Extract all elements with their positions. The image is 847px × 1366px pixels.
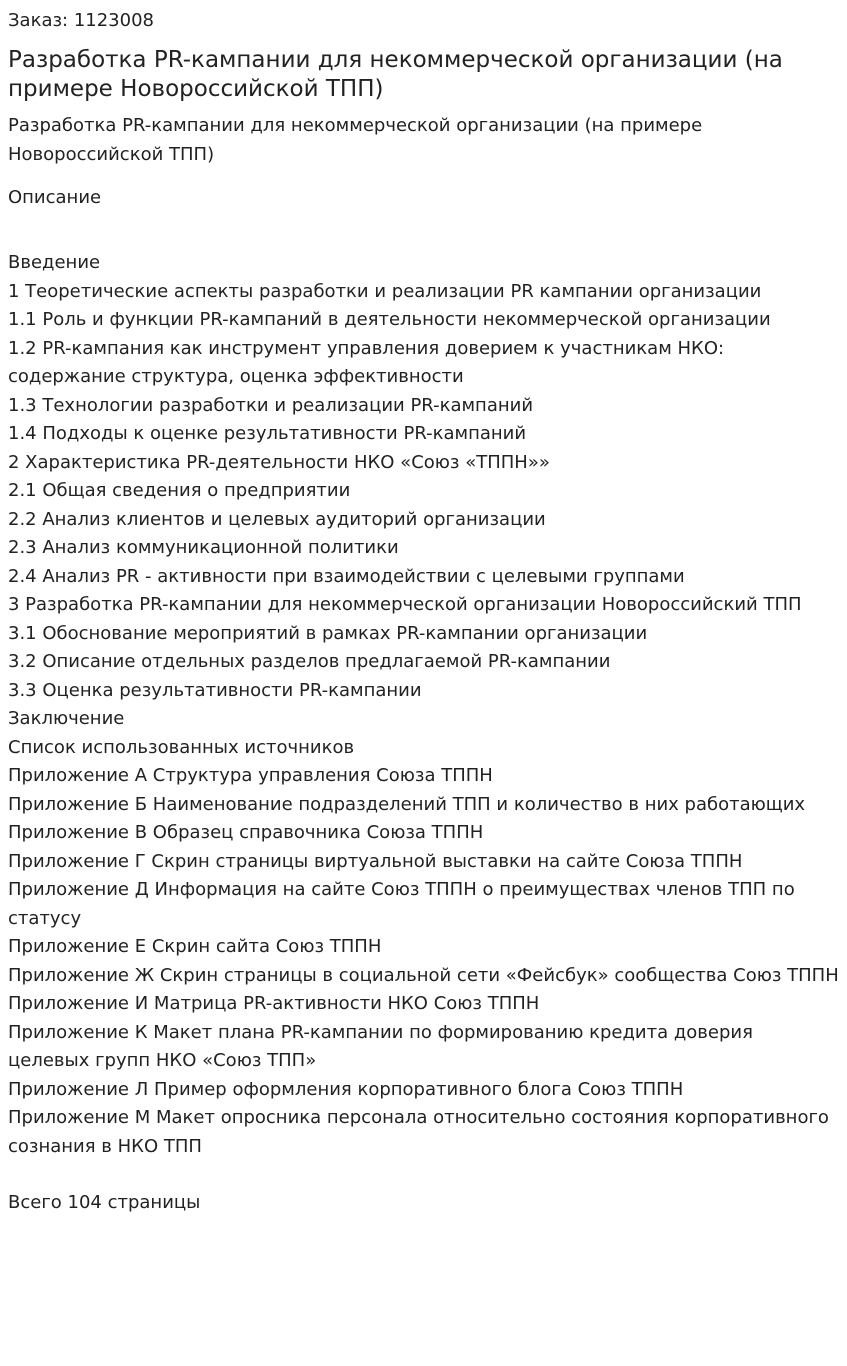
toc-item: Приложение В Образец справочника Союза ТППН [8, 822, 484, 843]
toc-item: Приложение Е Скрин сайта Союз ТППН [8, 936, 382, 957]
toc-item: Приложение К Макет плана PR-кампании по формированию кредита доверия целевых групп НКО «Союз ТПП» [8, 1021, 753, 1071]
page-title: Разработка PR-кампании для некоммерческой организации (на примере Новороссийской ТПП) [8, 47, 783, 102]
toc-item: 2.1 Общая сведения о предприятии [8, 480, 351, 501]
toc-item: Приложение А Структура управления Союза ТППН [8, 765, 493, 786]
order-number: Заказ: 1123008 [8, 10, 154, 31]
toc-item: 2.2 Анализ клиентов и целевых аудиторий организации [8, 508, 546, 530]
toc-item: Список использованных источников [8, 736, 355, 758]
toc-item: 2.4 Анализ PR - активности при взаимодействии с целевыми группами [8, 565, 685, 587]
toc-item: Введение [8, 252, 101, 273]
toc-item: 1.1 Роль и функции PR-кампаний в деятельности некоммерческой организации [8, 309, 771, 330]
toc-item: Приложение Б Наименование подразделений ТПП и количество в них работающих [8, 793, 806, 815]
toc-item: Приложение М Макет опросника персонала относительно состояния корпоративного сознания в НКО ТПП [8, 1107, 829, 1157]
table-of-contents [8, 249, 839, 1161]
toc-item: 3.3 Оценка результативности PR-кампании [8, 679, 422, 701]
toc-item: 3.2 Описание отдельных разделов предлагаемой PR-кампании [8, 651, 611, 672]
toc-item: 1.4 Подходы к оценке результативности PR-кампаний [8, 423, 527, 444]
toc-item: Приложение Ж Скрин страницы в социальной сети «Фейсбук» сообщества Союз ТППН [8, 964, 839, 986]
toc-item: 1.2 PR-кампания как инструмент управления доверием к участникам НКО: содержание структура, оценка эффективности [8, 337, 725, 387]
toc-item: Приложение Л Пример оформления корпоративного блога Союз ТППН [8, 1078, 684, 1100]
toc-item: 3 Разработка PR-кампании для некоммерческой организации Новороссийский ТПП [8, 594, 802, 615]
toc-item: Приложение Д Информация на сайте Союз ТППН о преимуществах членов ТПП по статусу [8, 879, 795, 929]
toc-item: Приложение Г Скрин страницы виртуальной выставки на сайте Союза ТППН [8, 850, 743, 872]
toc-item: 1 Теоретические аспекты разработки и реализации PR кампании организации [8, 280, 762, 302]
toc-item: 1.3 Технологии разработки и реализации PR-кампаний [8, 394, 534, 416]
toc-item: Приложение И Матрица PR-активности НКО Союз ТППН [8, 993, 540, 1014]
toc-item: Заключение [8, 708, 125, 729]
toc-item: 2.3 Анализ коммуникационной политики [8, 537, 399, 558]
total-pages: Всего 104 страницы [8, 1192, 201, 1213]
page-subtitle: Разработка PR-кампании для некоммерческой организации (на примере Новороссийской ТПП) [8, 115, 703, 165]
toc-item: 2 Характеристика PR-деятельности НКО «Союз «ТППН»» [8, 451, 550, 473]
toc-item: 3.1 Обоснование мероприятий в рамках PR-кампании организации [8, 622, 648, 644]
description-heading: Описание [8, 187, 102, 208]
